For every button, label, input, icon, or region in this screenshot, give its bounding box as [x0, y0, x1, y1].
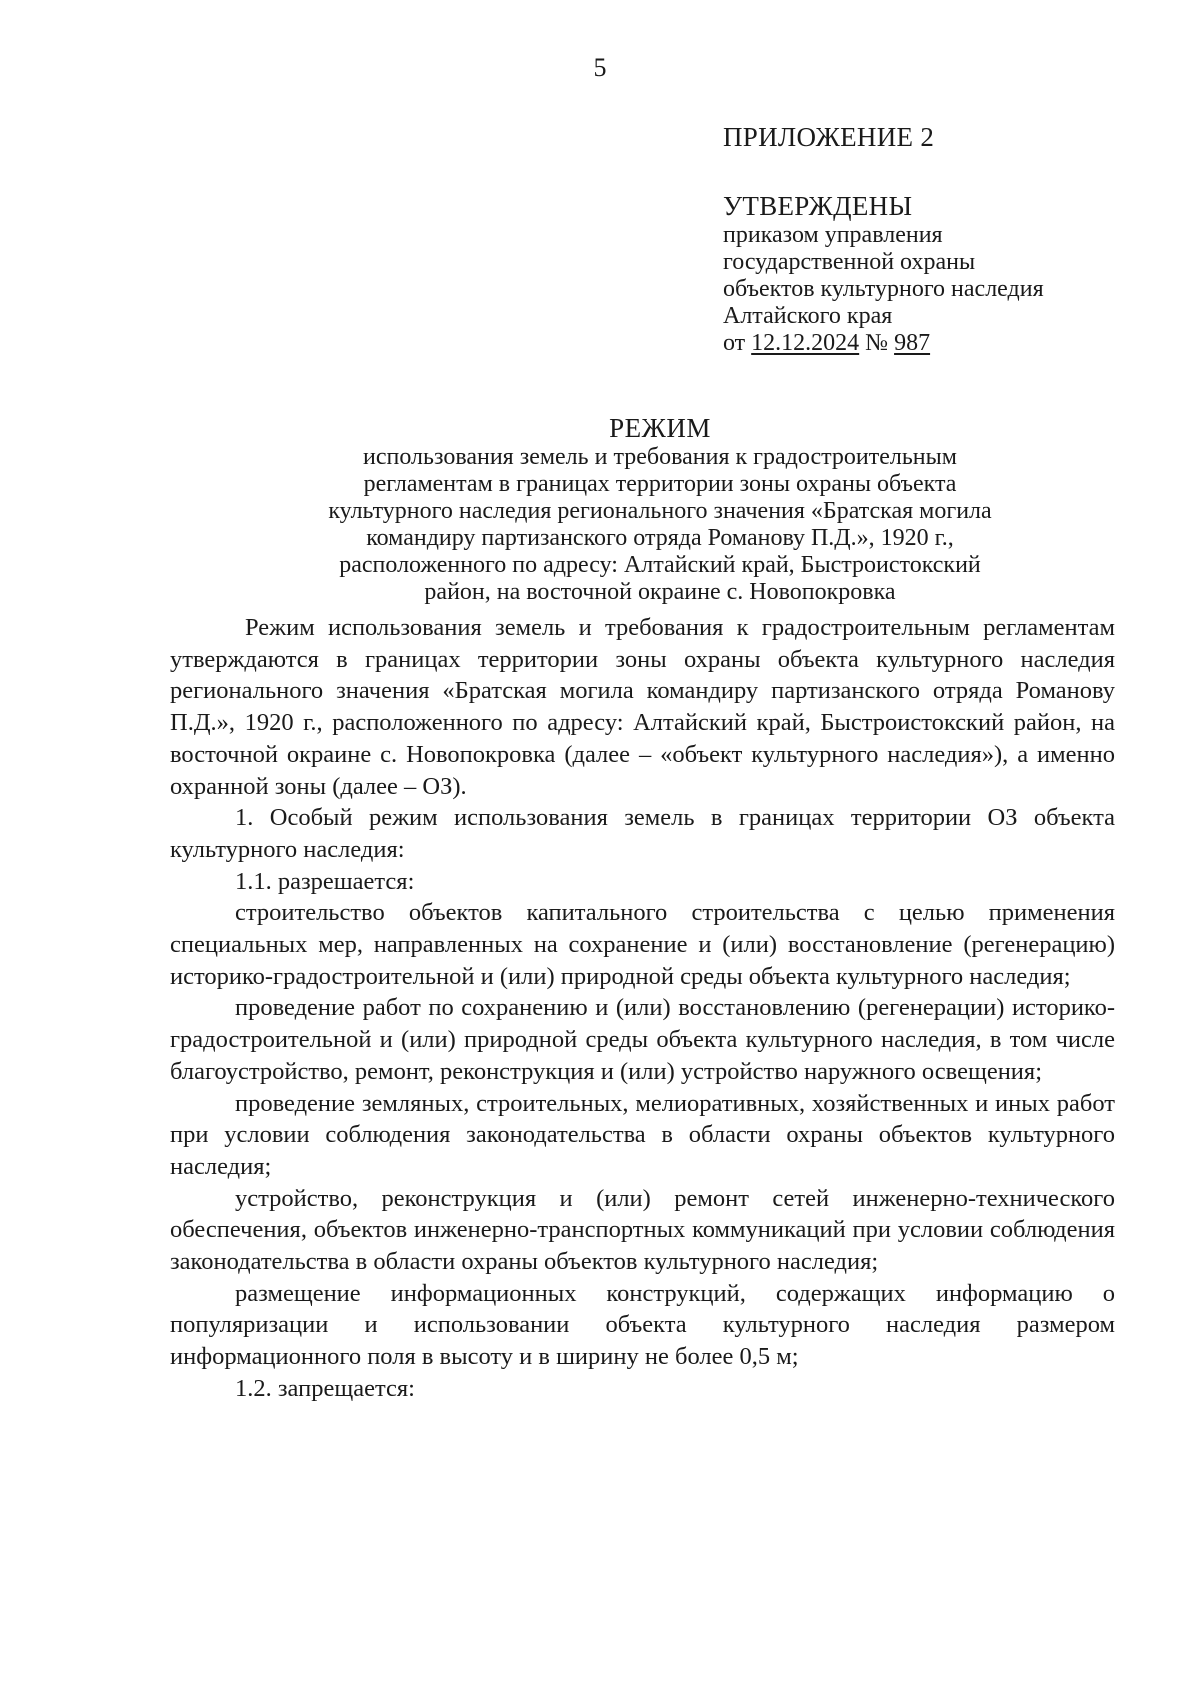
document-title-block [200, 412, 1120, 606]
title-line: командиру партизанского отряда Романову П.Д.», 1920 г., [366, 525, 954, 551]
subsection-heading: 1.1. разрешается: [235, 867, 415, 895]
page-number: 5 [593, 53, 607, 82]
approval-line: государственной охраны [723, 249, 976, 275]
order-number: 987 [894, 330, 931, 356]
number-prefix: № [859, 330, 895, 356]
title-line: культурного наследия регионального значения «Братская могила [328, 498, 992, 524]
document-title: РЕЖИМ [609, 413, 711, 443]
subsection-heading: 1.2. запрещается: [235, 1374, 415, 1402]
approval-line: Алтайского края [723, 303, 893, 329]
list-item: устройство, реконструкция и (или) ремонт сетей инженерно-технического обеспечения, объектов инженерно-транспортных коммуникаций при условии соблюдения законодательства в области охраны объектов культурного наследия; [170, 1184, 1115, 1276]
date-prefix: от [723, 330, 752, 356]
appendix-label: ПРИЛОЖЕНИЕ 2 [723, 122, 935, 152]
list-item: размещение информационных конструкций, содержащих информацию о популяризации и использовании объекта культурного наследия размером информационного поля в высоту и в ширину не более 0,5 м; [170, 1279, 1115, 1371]
body-paragraph: Режим использования земель и требования к градостроительным регламентам утверждаются в границах территории зоны охраны объекта культурного наследия регионального значения «Братская могила командиру партизанского отряда Романову П.Д.», 1920 г., расположенного по адресу: Алтайский край, Быстроистокский район, на восточной окраине с. Новопокровка (далее – «объект культурного наследия»), а именно охранной зоны (далее – ОЗ). [170, 614, 1115, 800]
list-item: проведение земляных, строительных, мелиоративных, хозяйственных и иных работ при условии соблюдения законодательства в области охраны объектов культурного наследия; [170, 1089, 1115, 1180]
order-date: 12.12.2024 [751, 330, 860, 356]
title-line: район, на восточной окраине с. Новопокровка [424, 579, 896, 605]
title-line: расположенного по адресу: Алтайский край, Быстроистокский [339, 552, 981, 578]
title-line: использования земель и требования к градостроительным [363, 444, 957, 470]
approval-line: объектов культурного наследия [723, 276, 1044, 302]
section-paragraph: 1. Особый режим использования земель в границах территории ОЗ объекта культурного наследия: [170, 804, 1115, 863]
list-item: строительство объектов капитального строительства с целью применения специальных мер, направленных на сохранение и (или) восстановление (регенерацию) историко-градостроительной и (или) природной среды объекта культурного наследия; [170, 899, 1115, 990]
approved-label: УТВЕРЖДЕНЫ [723, 191, 913, 221]
approval-line: приказом управления [723, 222, 943, 248]
approval-block [723, 120, 1163, 357]
title-line: регламентам в границах территории зоны охраны объекта [363, 471, 957, 497]
document-body [170, 612, 1115, 1405]
list-item: проведение работ по сохранению и (или) восстановлению (регенерации) историко-градостроительной и (или) природной среды объекта культурного наследия, в том числе благоустройство, ремонт, реконструкция и (или) устройство наружного освещения; [170, 994, 1115, 1085]
order-date-line [723, 330, 1163, 357]
